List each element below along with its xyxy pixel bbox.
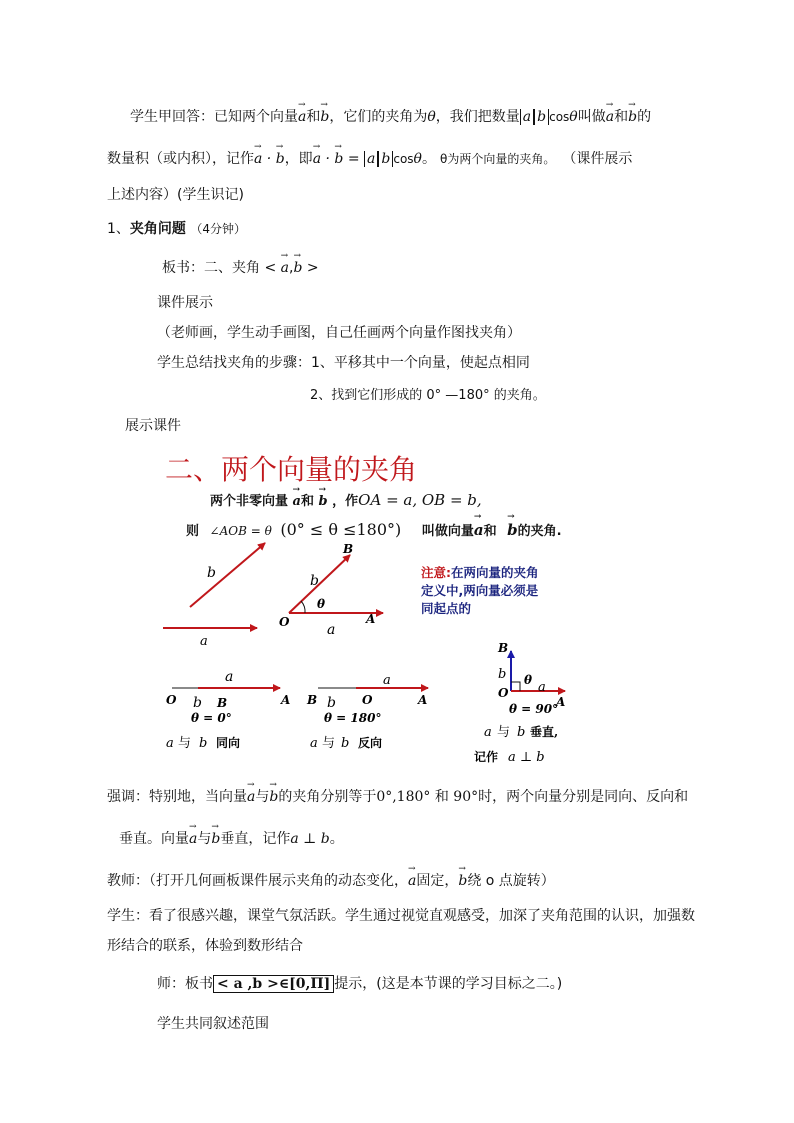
svg-text:b: b <box>341 736 350 751</box>
svg-text:θ = 90°: θ = 90° <box>509 702 559 716</box>
svg-text:b: b <box>199 736 208 751</box>
board-note-1: 板书：二、夹角 < → a,→ b > <box>162 257 319 277</box>
svg-text:A: A <box>418 693 428 707</box>
slide-def-line-2: 则 ∠AOB = θ (0° ≤ θ ≤180°) 叫做向量→ a和 → b的夹角. <box>186 520 562 539</box>
svg-text:O: O <box>279 615 290 629</box>
step-2: 2、找到它们形成的 0° —180° 的夹角。 <box>310 388 546 403</box>
vector-b-arrow <box>190 543 265 607</box>
svg-text:B: B <box>498 641 509 655</box>
svg-text:A: A <box>556 695 566 709</box>
svg-text:a: a <box>484 725 492 740</box>
teacher-line: 教师：（打开几何画板课件展示夹角的动态变化，→ a固定，→ b绕 o 点旋转） <box>107 870 555 890</box>
courseware-label: 课件展示 <box>157 295 213 311</box>
vector-a: → a <box>298 109 306 125</box>
label-B: B <box>343 542 354 556</box>
closing-line: 学生共同叙述范围 <box>157 1016 269 1032</box>
svg-text:a: a <box>383 673 391 688</box>
svg-text:A: A <box>281 693 291 707</box>
svg-text:a: a <box>166 736 174 751</box>
svg-text:a: a <box>310 736 318 751</box>
svg-text:a: a <box>327 622 336 638</box>
student-line-2: 形结合的联系，体验到数形结合 <box>107 938 303 954</box>
svg-text:反向: 反向 <box>358 736 383 750</box>
svg-text:A: A <box>366 612 376 626</box>
slide-title: 二、两个向量的夹角 <box>165 453 418 486</box>
svg-text:同向: 同向 <box>216 736 241 750</box>
svg-text:a ⊥ b: a ⊥ b <box>508 750 545 765</box>
svg-text:与: 与 <box>497 725 511 740</box>
svg-text:与: 与 <box>178 736 192 751</box>
norm-a: a <box>520 109 534 125</box>
svg-text:B: B <box>217 696 228 710</box>
diagram-opposite-direction <box>306 673 428 751</box>
diagram-same-direction <box>166 669 290 751</box>
intro-line-3: 上述内容）(学生识记) <box>107 187 244 203</box>
diagram-perpendicular <box>474 641 565 765</box>
svg-text:a: a <box>538 680 546 695</box>
svg-text:θ = 0°: θ = 0° <box>191 711 232 725</box>
svg-text:b: b <box>327 695 336 711</box>
student-line-1: 学生：看了很感兴趣，课堂气氛活跃。学生通过视觉直观感受，加深了夹角范围的认识，加强数 <box>107 908 695 924</box>
range-box: < a ,b >∈[0,Π] <box>213 975 334 993</box>
svg-text:O: O <box>498 686 509 700</box>
diagram-angle-theta <box>279 542 383 638</box>
svg-text:O: O <box>362 693 373 707</box>
svg-text:B: B <box>307 693 318 707</box>
section-heading: 1、夹角问题 （4分钟） <box>107 221 247 237</box>
show-courseware-label: 展示课件 <box>125 418 181 434</box>
svg-text:b: b <box>498 667 507 682</box>
svg-text:b: b <box>310 573 319 589</box>
svg-text:θ: θ <box>524 673 533 687</box>
board-note-2: 师：板书 < a ,b >∈[0,Π] 提示，(这是本节课的学习目标之二。) <box>157 976 563 992</box>
svg-text:与: 与 <box>322 736 336 751</box>
svg-text:O: O <box>166 693 177 707</box>
svg-text:垂直,: 垂直, <box>530 725 559 739</box>
svg-text:记作: 记作 <box>474 750 499 764</box>
diagram-free-vectors <box>163 543 265 649</box>
teacher-draw-note: （老师画，学生动手画图，自己任画两个向量作图找夹角） <box>157 325 521 341</box>
svg-text:θ = 180°: θ = 180° <box>324 711 382 725</box>
svg-text:b: b <box>517 725 526 740</box>
slide-def-line-1: 两个非零向量 → a和 → b ，作OA = a, OB = b, <box>210 490 482 509</box>
svg-text:θ: θ <box>317 597 326 611</box>
vector-b: → b <box>320 109 329 125</box>
label-a: a <box>200 634 208 649</box>
norm-b: b <box>534 109 549 125</box>
slide-note: 注意:在两向量的夹角 定义中,两向量必须是 同起点的 <box>421 565 539 616</box>
svg-text:b: b <box>193 695 202 711</box>
intro-line-1: 学生甲回答：已知两个向量→ a和→ b，它们的夹角为θ，我们把数量 a b cosθ叫做→ a和→ b的 <box>130 106 651 126</box>
label-b: b <box>207 565 216 581</box>
step-1: 学生总结找夹角的步骤：1、平移其中一个向量，使起点相同 <box>157 355 530 371</box>
emphasis-line-2: 垂直。向量→ a与→ b垂直，记作a ⊥ b。 <box>119 828 344 848</box>
intro-line-2: 数量积（或内积），记作→ a · → b，即→ a · → b = a b cosθ。 θ为两个向量的夹角。 （课件展示 <box>107 148 632 168</box>
svg-text:a: a <box>225 669 234 685</box>
emphasis-line-1: 强调：特别地，当向量→ a与→ b的夹角分别等于0°,180° 和 90°时，两个向量分别是同向、反向和 <box>107 786 688 806</box>
